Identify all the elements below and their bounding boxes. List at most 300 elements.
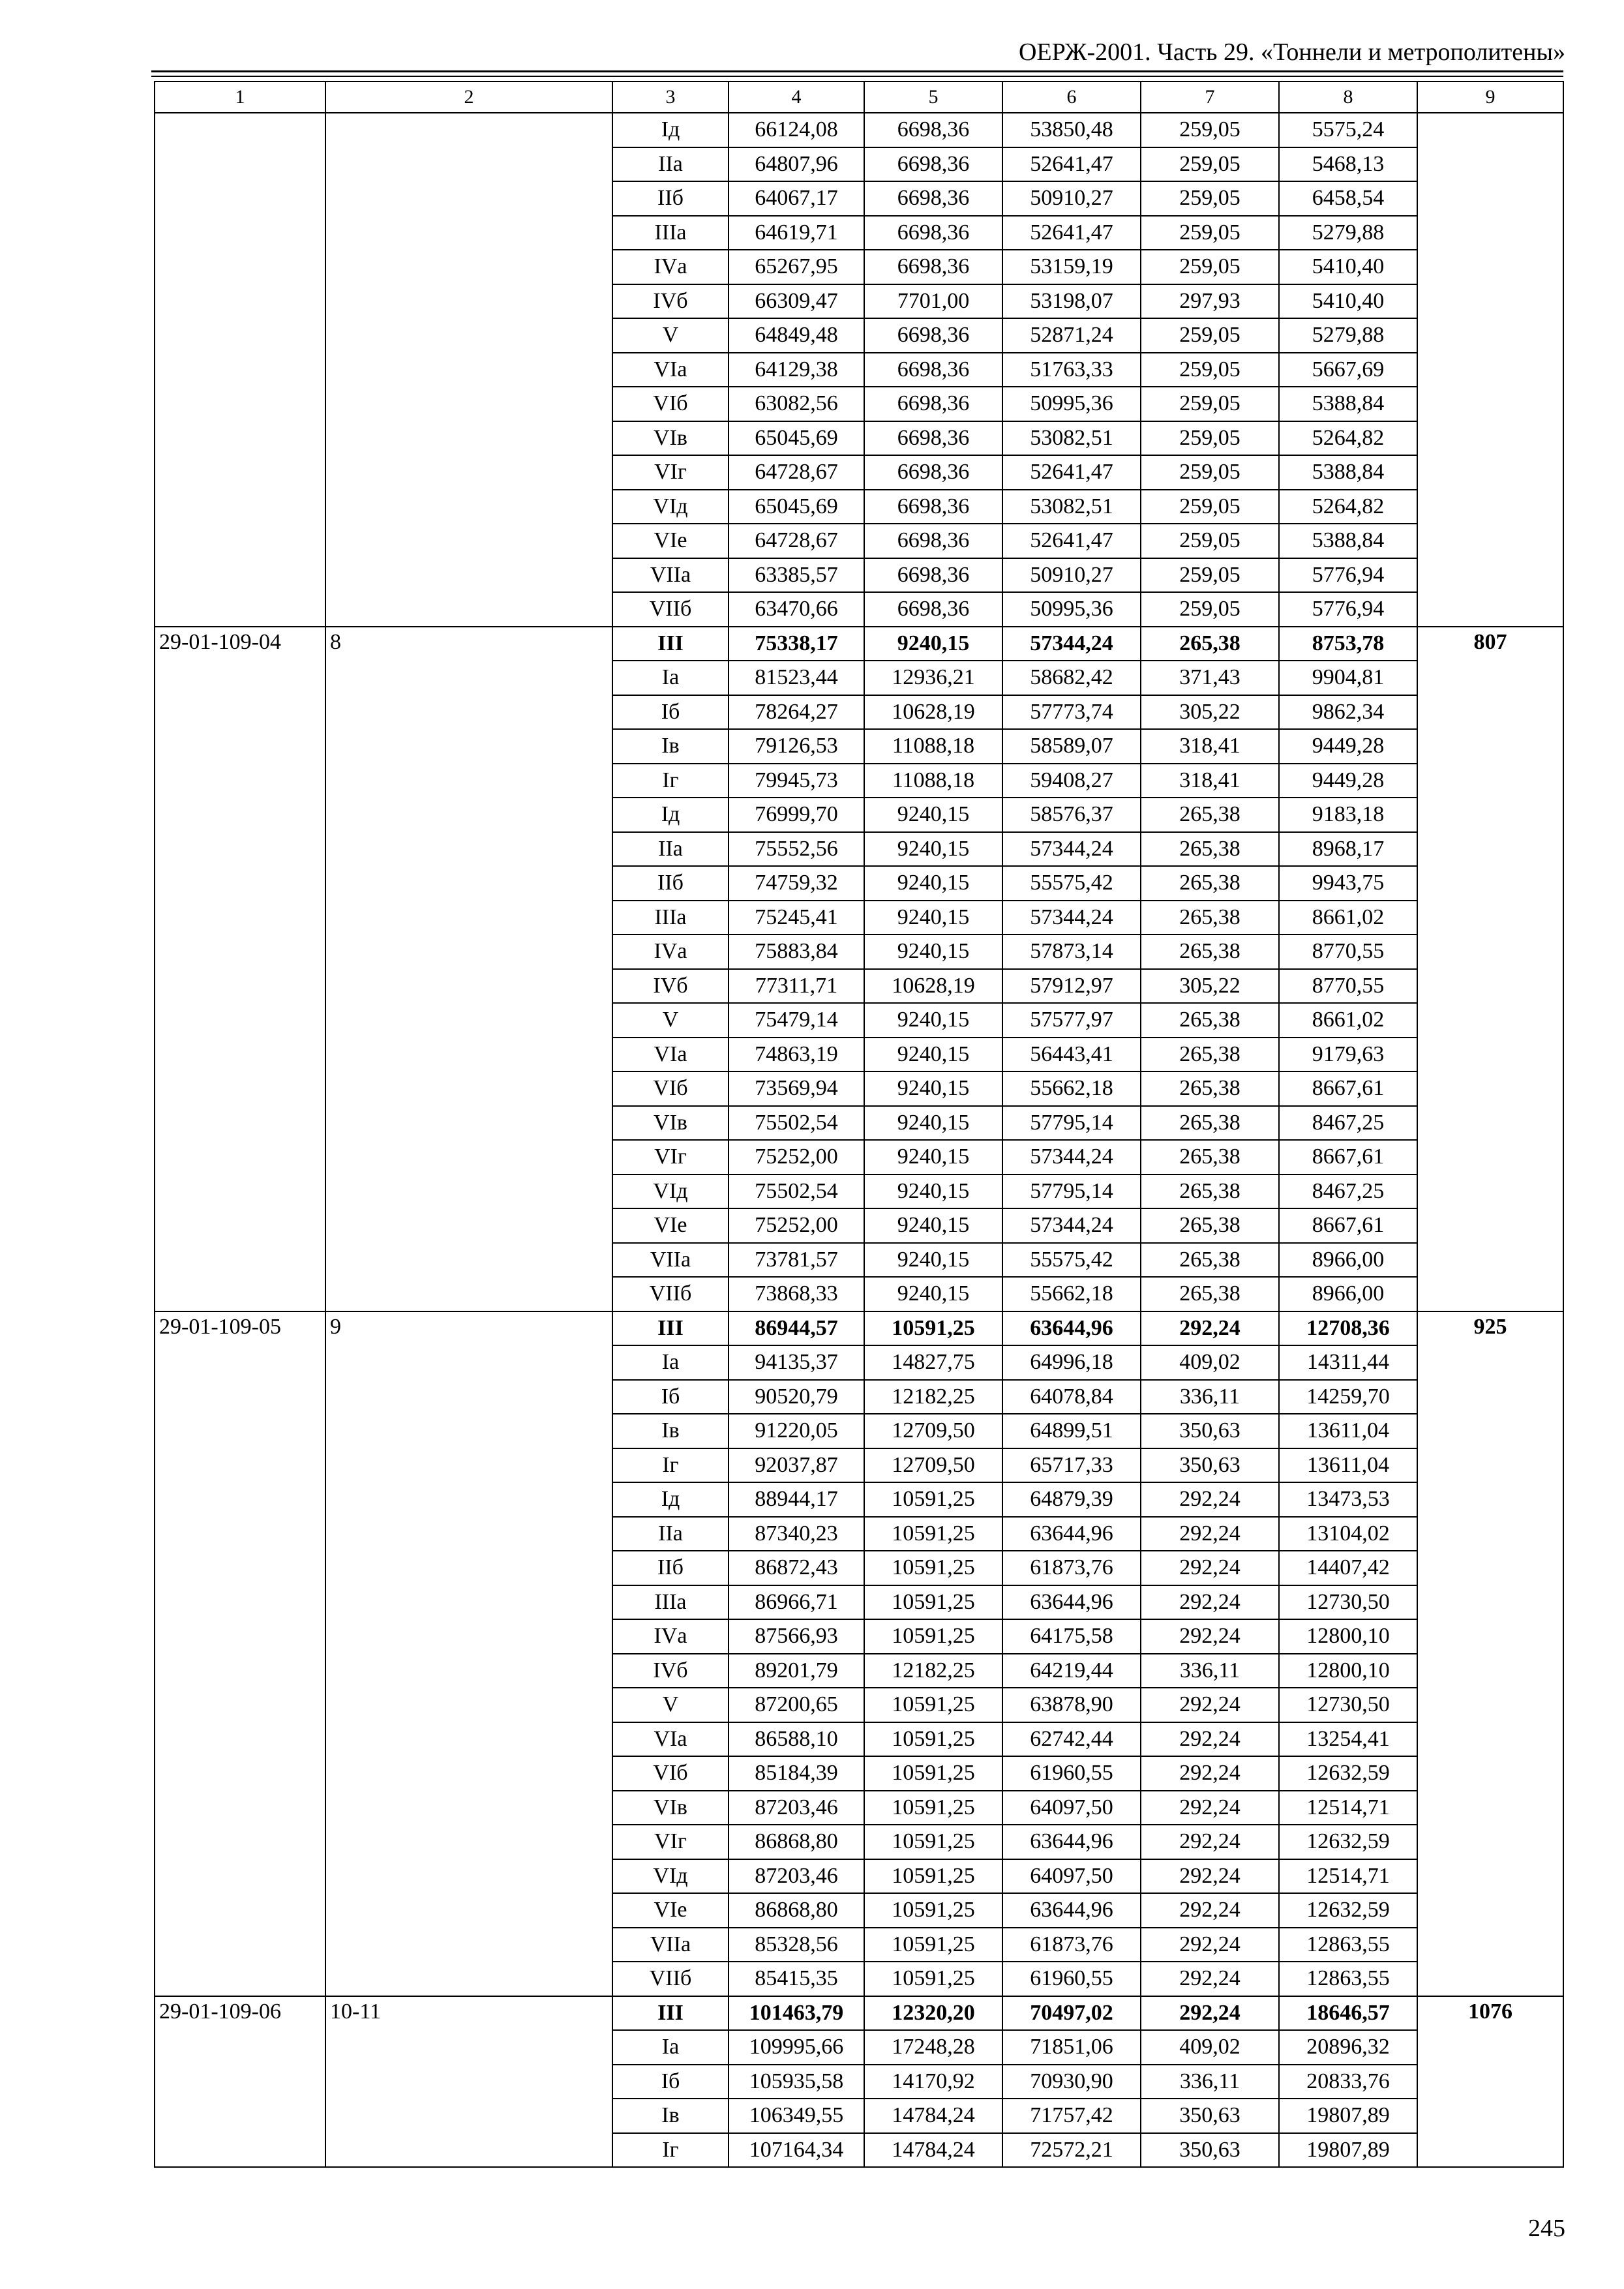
value-cell: 106349,55 bbox=[729, 2099, 864, 2133]
table-row bbox=[155, 1996, 1563, 2031]
value-cell: 94135,37 bbox=[729, 1345, 864, 1380]
value-cell: 6698,36 bbox=[864, 250, 1002, 284]
value-cell: 19807,89 bbox=[1279, 2133, 1417, 2168]
value-cell: 9240,15 bbox=[864, 901, 1002, 935]
value-cell: 10591,25 bbox=[864, 1585, 1002, 1620]
value-cell: 58589,07 bbox=[1002, 729, 1141, 764]
value-cell: 86868,80 bbox=[729, 1825, 864, 1859]
value-cell: 88944,17 bbox=[729, 1482, 864, 1517]
value-cell: 9904,81 bbox=[1279, 661, 1417, 695]
value-cell: 78264,27 bbox=[729, 695, 864, 730]
value-cell: 265,38 bbox=[1141, 1071, 1279, 1106]
value-cell: 61873,76 bbox=[1002, 1551, 1141, 1585]
value-cell: 75502,54 bbox=[729, 1106, 864, 1141]
value-cell: 350,63 bbox=[1141, 1448, 1279, 1483]
value-cell: 292,24 bbox=[1141, 1928, 1279, 1962]
category-cell: IVб bbox=[612, 284, 729, 319]
value-cell: 14784,24 bbox=[864, 2133, 1002, 2168]
value-cell: 265,38 bbox=[1141, 1038, 1279, 1072]
value-cell: 8467,25 bbox=[1279, 1174, 1417, 1209]
column-number: 9 bbox=[1417, 82, 1563, 113]
value-cell: 8467,25 bbox=[1279, 1106, 1417, 1141]
value-cell: 8661,02 bbox=[1279, 901, 1417, 935]
value-cell: 8667,61 bbox=[1279, 1208, 1417, 1243]
value-cell: 86944,57 bbox=[729, 1311, 864, 1346]
value-cell: 10591,25 bbox=[864, 1517, 1002, 1551]
value-cell: 9240,15 bbox=[864, 1140, 1002, 1174]
value-cell: 55662,18 bbox=[1002, 1071, 1141, 1106]
category-cell: IIб bbox=[612, 1551, 729, 1585]
value-cell: 292,24 bbox=[1141, 1551, 1279, 1585]
category-cell: Iг bbox=[612, 2133, 729, 2168]
value-cell: 55575,42 bbox=[1002, 866, 1141, 901]
value-cell: 72572,21 bbox=[1002, 2133, 1141, 2168]
value-cell: 53159,19 bbox=[1002, 250, 1141, 284]
category-cell: IIIа bbox=[612, 1585, 729, 1620]
value-cell: 259,05 bbox=[1141, 250, 1279, 284]
value-cell: 12863,55 bbox=[1279, 1962, 1417, 1996]
value-cell: 77311,71 bbox=[729, 969, 864, 1004]
category-cell: VIа bbox=[612, 1038, 729, 1072]
value-cell: 63644,96 bbox=[1002, 1517, 1141, 1551]
value-cell: 14170,92 bbox=[864, 2065, 1002, 2099]
value-cell: 64996,18 bbox=[1002, 1345, 1141, 1380]
value-cell: 297,93 bbox=[1141, 284, 1279, 319]
rates-table bbox=[154, 81, 1564, 2168]
value-cell: 64899,51 bbox=[1002, 1414, 1141, 1448]
value-cell: 64078,84 bbox=[1002, 1380, 1141, 1414]
value-cell: 9240,15 bbox=[864, 1174, 1002, 1209]
value-cell: 12863,55 bbox=[1279, 1928, 1417, 1962]
value-cell: 9943,75 bbox=[1279, 866, 1417, 901]
value-cell: 371,43 bbox=[1141, 661, 1279, 695]
value-cell: 74863,19 bbox=[729, 1038, 864, 1072]
value-cell: 259,05 bbox=[1141, 353, 1279, 387]
value-cell: 64097,50 bbox=[1002, 1791, 1141, 1825]
value-cell: 9240,15 bbox=[864, 1003, 1002, 1038]
value-cell: 5468,13 bbox=[1279, 147, 1417, 182]
value-cell: 87340,23 bbox=[729, 1517, 864, 1551]
value-cell: 63644,96 bbox=[1002, 1893, 1141, 1928]
value-cell: 9240,15 bbox=[864, 1106, 1002, 1141]
value-cell: 9240,15 bbox=[864, 1071, 1002, 1106]
value-cell: 57344,24 bbox=[1002, 1140, 1141, 1174]
value-cell: 64807,96 bbox=[729, 147, 864, 182]
value-cell: 13611,04 bbox=[1279, 1448, 1417, 1483]
value-cell: 57795,14 bbox=[1002, 1174, 1141, 1209]
value-cell: 57344,24 bbox=[1002, 832, 1141, 867]
value-cell: 107164,34 bbox=[729, 2133, 864, 2168]
column-number: 6 bbox=[1002, 82, 1141, 113]
value-cell: 265,38 bbox=[1141, 832, 1279, 867]
value-cell: 63644,96 bbox=[1002, 1825, 1141, 1859]
value-cell: 8667,61 bbox=[1279, 1071, 1417, 1106]
value-cell: 10591,25 bbox=[864, 1791, 1002, 1825]
rate-code-cell: 29-01-109-04 bbox=[155, 627, 325, 1311]
value-cell: 259,05 bbox=[1141, 216, 1279, 250]
table-body bbox=[155, 82, 1563, 2167]
value-cell: 8770,55 bbox=[1279, 935, 1417, 969]
value-cell: 66124,08 bbox=[729, 113, 864, 147]
value-cell: 109995,66 bbox=[729, 2030, 864, 2065]
value-cell: 61960,55 bbox=[1002, 1962, 1141, 1996]
value-cell: 6698,36 bbox=[864, 216, 1002, 250]
value-cell: 71851,06 bbox=[1002, 2030, 1141, 2065]
value-cell: 265,38 bbox=[1141, 627, 1279, 661]
value-cell: 53082,51 bbox=[1002, 490, 1141, 524]
category-cell: VIг bbox=[612, 455, 729, 490]
value-cell: 10591,25 bbox=[864, 1551, 1002, 1585]
description-cell: 9 bbox=[325, 1311, 612, 1996]
value-cell: 13473,53 bbox=[1279, 1482, 1417, 1517]
value-cell: 259,05 bbox=[1141, 147, 1279, 182]
value-cell: 10628,19 bbox=[864, 969, 1002, 1004]
value-cell: 8968,17 bbox=[1279, 832, 1417, 867]
category-cell: Iг bbox=[612, 764, 729, 798]
value-cell: 265,38 bbox=[1141, 866, 1279, 901]
value-cell: 75245,41 bbox=[729, 901, 864, 935]
category-cell: IVа bbox=[612, 1619, 729, 1654]
value-cell: 53198,07 bbox=[1002, 284, 1141, 319]
value-cell: 90520,79 bbox=[729, 1380, 864, 1414]
value-cell: 259,05 bbox=[1141, 318, 1279, 353]
column-9-cell: 925 bbox=[1417, 1311, 1563, 1996]
value-cell: 259,05 bbox=[1141, 592, 1279, 627]
value-cell: 292,24 bbox=[1141, 1517, 1279, 1551]
description-cell: 10-11 bbox=[325, 1996, 612, 2168]
value-cell: 5776,94 bbox=[1279, 558, 1417, 593]
value-cell: 57873,14 bbox=[1002, 935, 1141, 969]
value-cell: 58576,37 bbox=[1002, 798, 1141, 832]
value-cell: 9179,63 bbox=[1279, 1038, 1417, 1072]
category-cell: Iб bbox=[612, 695, 729, 730]
value-cell: 5575,24 bbox=[1279, 113, 1417, 147]
value-cell: 409,02 bbox=[1141, 2030, 1279, 2065]
value-cell: 8667,61 bbox=[1279, 1140, 1417, 1174]
value-cell: 9240,15 bbox=[864, 1243, 1002, 1278]
column-number: 2 bbox=[325, 82, 612, 113]
value-cell: 14311,44 bbox=[1279, 1345, 1417, 1380]
value-cell: 259,05 bbox=[1141, 421, 1279, 456]
value-cell: 259,05 bbox=[1141, 387, 1279, 421]
value-cell: 11088,18 bbox=[864, 729, 1002, 764]
value-cell: 7701,00 bbox=[864, 284, 1002, 319]
value-cell: 52641,47 bbox=[1002, 524, 1141, 558]
value-cell: 336,11 bbox=[1141, 1380, 1279, 1414]
value-cell: 292,24 bbox=[1141, 1482, 1279, 1517]
value-cell: 53082,51 bbox=[1002, 421, 1141, 456]
value-cell: 65045,69 bbox=[729, 421, 864, 456]
value-cell: 265,38 bbox=[1141, 1208, 1279, 1243]
category-cell: VIб bbox=[612, 387, 729, 421]
value-cell: 65717,33 bbox=[1002, 1448, 1141, 1483]
value-cell: 71757,42 bbox=[1002, 2099, 1141, 2133]
value-cell: 70497,02 bbox=[1002, 1996, 1141, 2031]
value-cell: 265,38 bbox=[1141, 1106, 1279, 1141]
value-cell: 292,24 bbox=[1141, 1756, 1279, 1791]
value-cell: 6698,36 bbox=[864, 421, 1002, 456]
value-cell: 87200,65 bbox=[729, 1688, 864, 1722]
value-cell: 64728,67 bbox=[729, 524, 864, 558]
value-cell: 52641,47 bbox=[1002, 455, 1141, 490]
category-cell: VIе bbox=[612, 524, 729, 558]
value-cell: 9240,15 bbox=[864, 1277, 1002, 1311]
value-cell: 75479,14 bbox=[729, 1003, 864, 1038]
category-cell: VIг bbox=[612, 1140, 729, 1174]
value-cell: 6698,36 bbox=[864, 387, 1002, 421]
value-cell: 292,24 bbox=[1141, 1311, 1279, 1346]
category-cell: VIIа bbox=[612, 1243, 729, 1278]
value-cell: 10591,25 bbox=[864, 1859, 1002, 1894]
value-cell: 292,24 bbox=[1141, 1722, 1279, 1757]
value-cell: 12800,10 bbox=[1279, 1654, 1417, 1688]
column-9-cell: 807 bbox=[1417, 627, 1563, 1311]
value-cell: 6698,36 bbox=[864, 353, 1002, 387]
value-cell: 50910,27 bbox=[1002, 181, 1141, 216]
value-cell: 12730,50 bbox=[1279, 1688, 1417, 1722]
value-cell: 13611,04 bbox=[1279, 1414, 1417, 1448]
value-cell: 265,38 bbox=[1141, 935, 1279, 969]
value-cell: 9240,15 bbox=[864, 627, 1002, 661]
value-cell: 75252,00 bbox=[729, 1208, 864, 1243]
value-cell: 55662,18 bbox=[1002, 1277, 1141, 1311]
value-cell: 259,05 bbox=[1141, 524, 1279, 558]
value-cell: 76999,70 bbox=[729, 798, 864, 832]
value-cell: 6698,36 bbox=[864, 455, 1002, 490]
value-cell: 87566,93 bbox=[729, 1619, 864, 1654]
value-cell: 9183,18 bbox=[1279, 798, 1417, 832]
value-cell: 12708,36 bbox=[1279, 1311, 1417, 1346]
value-cell: 10591,25 bbox=[864, 1619, 1002, 1654]
value-cell: 58682,42 bbox=[1002, 661, 1141, 695]
value-cell: 20896,32 bbox=[1279, 2030, 1417, 2065]
value-cell: 265,38 bbox=[1141, 1277, 1279, 1311]
category-cell: VIе bbox=[612, 1893, 729, 1928]
value-cell: 12514,71 bbox=[1279, 1859, 1417, 1894]
value-cell: 336,11 bbox=[1141, 2065, 1279, 2099]
value-cell: 6698,36 bbox=[864, 558, 1002, 593]
value-cell: 259,05 bbox=[1141, 490, 1279, 524]
value-cell: 57577,97 bbox=[1002, 1003, 1141, 1038]
value-cell: 409,02 bbox=[1141, 1345, 1279, 1380]
value-cell: 292,24 bbox=[1141, 1688, 1279, 1722]
value-cell: 305,22 bbox=[1141, 969, 1279, 1004]
category-cell: VIIа bbox=[612, 1928, 729, 1962]
value-cell: 64219,44 bbox=[1002, 1654, 1141, 1688]
value-cell: 79126,53 bbox=[729, 729, 864, 764]
value-cell: 63644,96 bbox=[1002, 1585, 1141, 1620]
value-cell: 10591,25 bbox=[864, 1482, 1002, 1517]
rate-code-cell: 29-01-109-05 bbox=[155, 1311, 325, 1996]
category-cell: VIIб bbox=[612, 592, 729, 627]
value-cell: 6698,36 bbox=[864, 318, 1002, 353]
description-cell bbox=[325, 113, 612, 627]
value-cell: 9240,15 bbox=[864, 798, 1002, 832]
category-cell: IVб bbox=[612, 969, 729, 1004]
value-cell: 92037,87 bbox=[729, 1448, 864, 1483]
value-cell: 74759,32 bbox=[729, 866, 864, 901]
value-cell: 63644,96 bbox=[1002, 1311, 1141, 1346]
category-cell: IIб bbox=[612, 181, 729, 216]
value-cell: 265,38 bbox=[1141, 1003, 1279, 1038]
value-cell: 12800,10 bbox=[1279, 1619, 1417, 1654]
value-cell: 75502,54 bbox=[729, 1174, 864, 1209]
value-cell: 56443,41 bbox=[1002, 1038, 1141, 1072]
value-cell: 86588,10 bbox=[729, 1722, 864, 1757]
column-number: 7 bbox=[1141, 82, 1279, 113]
value-cell: 10591,25 bbox=[864, 1962, 1002, 1996]
value-cell: 63470,66 bbox=[729, 592, 864, 627]
value-cell: 13254,41 bbox=[1279, 1722, 1417, 1757]
column-number: 3 bbox=[612, 82, 729, 113]
value-cell: 12936,21 bbox=[864, 661, 1002, 695]
column-9-cell bbox=[1417, 113, 1563, 627]
header-rule-thick bbox=[151, 70, 1563, 72]
value-cell: 6698,36 bbox=[864, 147, 1002, 182]
category-cell: VIд bbox=[612, 490, 729, 524]
value-cell: 9449,28 bbox=[1279, 729, 1417, 764]
value-cell: 65045,69 bbox=[729, 490, 864, 524]
value-cell: 57795,14 bbox=[1002, 1106, 1141, 1141]
category-cell: VIа bbox=[612, 1722, 729, 1757]
value-cell: 265,38 bbox=[1141, 1140, 1279, 1174]
value-cell: 6698,36 bbox=[864, 490, 1002, 524]
value-cell: 50995,36 bbox=[1002, 387, 1141, 421]
value-cell: 64129,38 bbox=[729, 353, 864, 387]
category-cell: Iа bbox=[612, 1345, 729, 1380]
value-cell: 12182,25 bbox=[864, 1654, 1002, 1688]
value-cell: 52641,47 bbox=[1002, 147, 1141, 182]
value-cell: 11088,18 bbox=[864, 764, 1002, 798]
category-cell: Iа bbox=[612, 661, 729, 695]
value-cell: 12632,59 bbox=[1279, 1893, 1417, 1928]
value-cell: 87203,46 bbox=[729, 1859, 864, 1894]
value-cell: 57773,74 bbox=[1002, 695, 1141, 730]
value-cell: 350,63 bbox=[1141, 2099, 1279, 2133]
category-cell: Iб bbox=[612, 2065, 729, 2099]
rate-code-cell: 29-01-109-06 bbox=[155, 1996, 325, 2168]
category-cell: Iа bbox=[612, 2030, 729, 2065]
value-cell: 5388,84 bbox=[1279, 387, 1417, 421]
value-cell: 292,24 bbox=[1141, 1996, 1279, 2031]
category-cell: VIб bbox=[612, 1071, 729, 1106]
value-cell: 63878,90 bbox=[1002, 1688, 1141, 1722]
value-cell: 292,24 bbox=[1141, 1859, 1279, 1894]
value-cell: 61873,76 bbox=[1002, 1928, 1141, 1962]
category-cell: VIв bbox=[612, 1106, 729, 1141]
value-cell: 265,38 bbox=[1141, 1174, 1279, 1209]
category-cell: VIг bbox=[612, 1825, 729, 1859]
value-cell: 6458,54 bbox=[1279, 181, 1417, 216]
value-cell: 52871,24 bbox=[1002, 318, 1141, 353]
value-cell: 5388,84 bbox=[1279, 455, 1417, 490]
value-cell: 86868,80 bbox=[729, 1893, 864, 1928]
column-number-row bbox=[155, 82, 1563, 113]
value-cell: 5388,84 bbox=[1279, 524, 1417, 558]
category-cell: Iв bbox=[612, 729, 729, 764]
category-cell: VIIа bbox=[612, 558, 729, 593]
value-cell: 75252,00 bbox=[729, 1140, 864, 1174]
value-cell: 8966,00 bbox=[1279, 1277, 1417, 1311]
column-number: 1 bbox=[155, 82, 325, 113]
category-cell: IIа bbox=[612, 1517, 729, 1551]
value-cell: 81523,44 bbox=[729, 661, 864, 695]
description-cell: 8 bbox=[325, 627, 612, 1311]
value-cell: 14259,70 bbox=[1279, 1380, 1417, 1414]
value-cell: 8661,02 bbox=[1279, 1003, 1417, 1038]
value-cell: 13104,02 bbox=[1279, 1517, 1417, 1551]
value-cell: 9240,15 bbox=[864, 935, 1002, 969]
value-cell: 85415,35 bbox=[729, 1962, 864, 1996]
value-cell: 85328,56 bbox=[729, 1928, 864, 1962]
category-cell: VIе bbox=[612, 1208, 729, 1243]
value-cell: 292,24 bbox=[1141, 1619, 1279, 1654]
value-cell: 57344,24 bbox=[1002, 1208, 1141, 1243]
category-cell: III bbox=[612, 627, 729, 661]
value-cell: 292,24 bbox=[1141, 1585, 1279, 1620]
value-cell: 55575,42 bbox=[1002, 1243, 1141, 1278]
value-cell: 6698,36 bbox=[864, 592, 1002, 627]
value-cell: 9240,15 bbox=[864, 866, 1002, 901]
value-cell: 5410,40 bbox=[1279, 284, 1417, 319]
value-cell: 14827,75 bbox=[864, 1345, 1002, 1380]
value-cell: 87203,46 bbox=[729, 1791, 864, 1825]
value-cell: 53850,48 bbox=[1002, 113, 1141, 147]
value-cell: 62742,44 bbox=[1002, 1722, 1141, 1757]
value-cell: 64619,71 bbox=[729, 216, 864, 250]
value-cell: 12632,59 bbox=[1279, 1825, 1417, 1859]
value-cell: 9449,28 bbox=[1279, 764, 1417, 798]
value-cell: 8966,00 bbox=[1279, 1243, 1417, 1278]
value-cell: 105935,58 bbox=[729, 2065, 864, 2099]
value-cell: 305,22 bbox=[1141, 695, 1279, 730]
value-cell: 10591,25 bbox=[864, 1688, 1002, 1722]
column-number: 4 bbox=[729, 82, 864, 113]
category-cell: V bbox=[612, 1688, 729, 1722]
category-cell: VIв bbox=[612, 421, 729, 456]
value-cell: 17248,28 bbox=[864, 2030, 1002, 2065]
value-cell: 20833,76 bbox=[1279, 2065, 1417, 2099]
value-cell: 12320,20 bbox=[864, 1996, 1002, 2031]
category-cell: V bbox=[612, 318, 729, 353]
value-cell: 12632,59 bbox=[1279, 1756, 1417, 1791]
value-cell: 73868,33 bbox=[729, 1277, 864, 1311]
column-number: 5 bbox=[864, 82, 1002, 113]
category-cell: Iг bbox=[612, 1448, 729, 1483]
value-cell: 18646,57 bbox=[1279, 1996, 1417, 2031]
value-cell: 350,63 bbox=[1141, 2133, 1279, 2168]
value-cell: 5410,40 bbox=[1279, 250, 1417, 284]
table-row bbox=[155, 1311, 1563, 1346]
value-cell: 10591,25 bbox=[864, 1722, 1002, 1757]
column-9-cell: 1076 bbox=[1417, 1996, 1563, 2168]
value-cell: 5667,69 bbox=[1279, 353, 1417, 387]
value-cell: 10591,25 bbox=[864, 1893, 1002, 1928]
category-cell: VIа bbox=[612, 353, 729, 387]
table-row bbox=[155, 627, 1563, 661]
value-cell: 5264,82 bbox=[1279, 490, 1417, 524]
value-cell: 64728,67 bbox=[729, 455, 864, 490]
category-cell: IVа bbox=[612, 250, 729, 284]
category-cell: IIIа bbox=[612, 901, 729, 935]
value-cell: 64097,50 bbox=[1002, 1859, 1141, 1894]
value-cell: 12709,50 bbox=[864, 1414, 1002, 1448]
value-cell: 10628,19 bbox=[864, 695, 1002, 730]
value-cell: 259,05 bbox=[1141, 181, 1279, 216]
value-cell: 9240,15 bbox=[864, 1208, 1002, 1243]
value-cell: 75338,17 bbox=[729, 627, 864, 661]
value-cell: 50995,36 bbox=[1002, 592, 1141, 627]
